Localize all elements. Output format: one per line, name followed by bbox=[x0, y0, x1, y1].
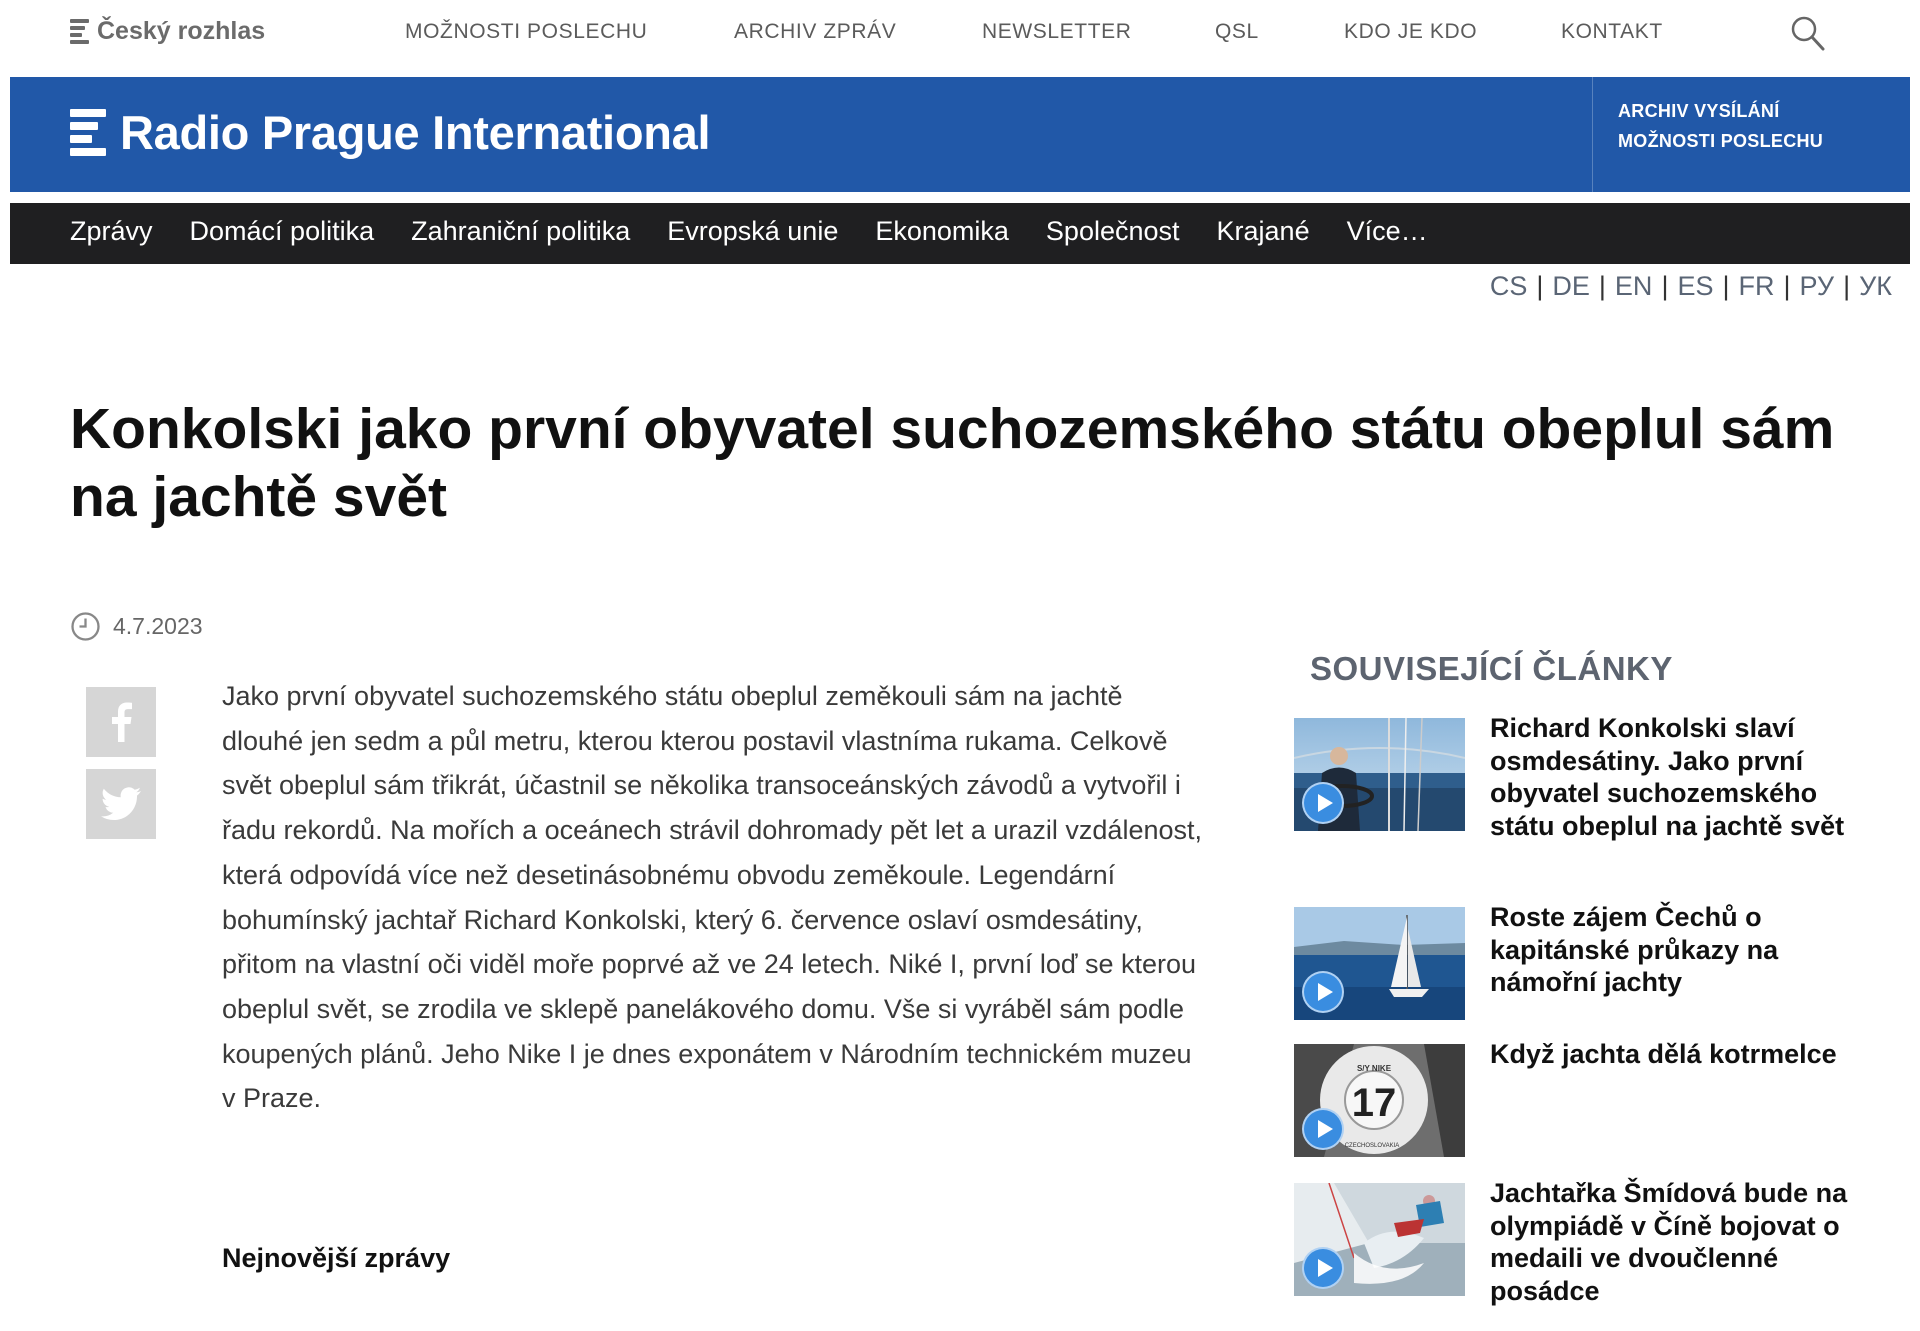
twitter-icon bbox=[101, 787, 141, 821]
category-european-union[interactable]: Evropská unie bbox=[667, 216, 839, 246]
twitter-share-button[interactable] bbox=[86, 769, 156, 839]
masthead-divider bbox=[1592, 77, 1593, 192]
top-nav-newsletter[interactable]: NEWSLETTER bbox=[982, 20, 1132, 43]
related-article-3[interactable] bbox=[1294, 1039, 1894, 1157]
top-utility-bar bbox=[0, 0, 1920, 68]
top-nav-qsl[interactable]: QSL bbox=[1215, 20, 1259, 43]
top-nav bbox=[0, 20, 1920, 50]
related-articles-heading: SOUVISEJÍCÍ ČLÁNKY bbox=[1310, 650, 1673, 687]
lang-ru[interactable]: РУ bbox=[1799, 271, 1835, 301]
broadcast-archive-link[interactable]: ARCHIV VYSÍLÁNÍ bbox=[1618, 101, 1780, 121]
category-domestic-politics[interactable]: Domácí politika bbox=[189, 216, 375, 246]
play-icon[interactable] bbox=[1302, 971, 1344, 1013]
lang-en[interactable]: EN bbox=[1614, 271, 1653, 301]
play-icon[interactable] bbox=[1302, 1108, 1344, 1150]
related-thumb-man-at-boat-wheel bbox=[1294, 718, 1465, 831]
search-icon[interactable] bbox=[1790, 15, 1826, 53]
lang-uk[interactable]: УК bbox=[1859, 271, 1892, 301]
related-article-title: Když jachta dělá kotrmelce bbox=[1490, 1039, 1837, 1069]
related-article-1[interactable] bbox=[1294, 713, 1894, 878]
clock-icon bbox=[70, 611, 101, 642]
top-nav-contact[interactable]: KONTAKT bbox=[1561, 20, 1663, 43]
lang-de[interactable]: DE bbox=[1552, 271, 1590, 301]
related-article-4[interactable] bbox=[1294, 1178, 1894, 1331]
masthead bbox=[10, 77, 1910, 192]
top-nav-who-is-who[interactable]: KDO JE KDO bbox=[1344, 20, 1478, 43]
masthead-links bbox=[1618, 101, 1823, 152]
category-nav bbox=[10, 203, 1910, 264]
badge-number: 17 bbox=[1351, 1081, 1397, 1125]
radio-prague-logo[interactable] bbox=[70, 105, 710, 160]
top-nav-listening-options[interactable]: MOŽNOSTI POSLECHU bbox=[405, 20, 648, 43]
latest-news-link[interactable]: Nejnovější zprávy bbox=[222, 1243, 451, 1273]
related-article-title: Richard Konkolski slaví osmdesátiny. Jako první obyvatel suchozemského státu obeplul na jachtě svět bbox=[1490, 713, 1845, 841]
facebook-icon bbox=[108, 702, 134, 742]
site-title: Radio Prague International bbox=[120, 106, 711, 159]
language-switcher: CS | DE | EN | ES | FR | РУ | УК bbox=[1489, 271, 1892, 301]
category-society[interactable]: Společnost bbox=[1045, 216, 1180, 246]
category-compatriots[interactable]: Krajané bbox=[1216, 216, 1310, 246]
related-article-2[interactable] bbox=[1294, 902, 1894, 1020]
lang-fr[interactable]: FR bbox=[1738, 271, 1775, 301]
related-thumb-sailor-in-spray bbox=[1294, 1183, 1465, 1296]
article-date bbox=[70, 611, 203, 642]
top-nav-news-archive[interactable]: ARCHIV ZPRÁV bbox=[734, 20, 897, 43]
related-thumb-lifebuoy-17 bbox=[1294, 1044, 1465, 1157]
related-article-title: Roste zájem Čechů o kapitánské průkazy na námořní jachty bbox=[1490, 902, 1779, 997]
category-more[interactable]: Více… bbox=[1346, 216, 1428, 246]
radio-prague-logo-icon bbox=[70, 109, 106, 156]
play-icon[interactable] bbox=[1302, 1247, 1344, 1289]
lang-es[interactable]: ES bbox=[1677, 271, 1714, 301]
category-economy[interactable]: Ekonomika bbox=[875, 216, 1009, 246]
related-article-title: Jachtařka Šmídová bude na olympiádě v Číně bojovat o medaili ve dvoučlenné posádce bbox=[1490, 1178, 1848, 1306]
badge-ring-text: S/Y NIKE bbox=[1356, 1064, 1392, 1073]
related-thumb-sailboat-at-sea bbox=[1294, 907, 1465, 1020]
category-news[interactable]: Zprávy bbox=[70, 216, 153, 246]
article-date-text: 4.7.2023 bbox=[113, 613, 203, 639]
article-body: Jako první obyvatel suchozemského státu obeplul zeměkouli sám na jachtě dlouhé jen sedm a půl metru, kterou kterou postavil vlastníma rukama. Celkově svět obeplul sám třikrát, účastnil se několika transoceánských závodů a vytvořil i řadu rekordů. Na mořích a oceánech strávil dohromady pět let a urazil vzdálenost, která odpovídá více než desetinásobnému obvodu zeměkoule. Legendární bohumínský jachtař Richard Konkolski, který 6. července oslaví osmdesátiny, přitom na vlastní oči viděl moře poprvé až ve 24 letech. Niké I, první loď se kterou obeplul svět, se zrodila ve sklepě panelákového domu. Vše si vyráběl sám podle koupených plánů. Jeho Nike I je dnes exponátem v Národním technickém muzeu v Praze. bbox=[222, 681, 1203, 1114]
category-foreign-politics[interactable]: Zahraniční politika bbox=[411, 216, 631, 246]
facebook-share-button[interactable] bbox=[86, 687, 156, 757]
cesky-rozhlas-brand: Český rozhlas bbox=[97, 17, 266, 45]
listening-options-link[interactable]: MOŽNOSTI POSLECHU bbox=[1618, 131, 1824, 151]
badge-bottom-text: CZECHOSLOVAKIA bbox=[1344, 1143, 1400, 1149]
lang-cs[interactable]: CS bbox=[1489, 271, 1528, 301]
article-headline: Konkolski jako první obyvatel suchozemského státu obeplul sám na jachtě svět bbox=[70, 397, 1835, 529]
play-icon[interactable] bbox=[1302, 782, 1344, 824]
